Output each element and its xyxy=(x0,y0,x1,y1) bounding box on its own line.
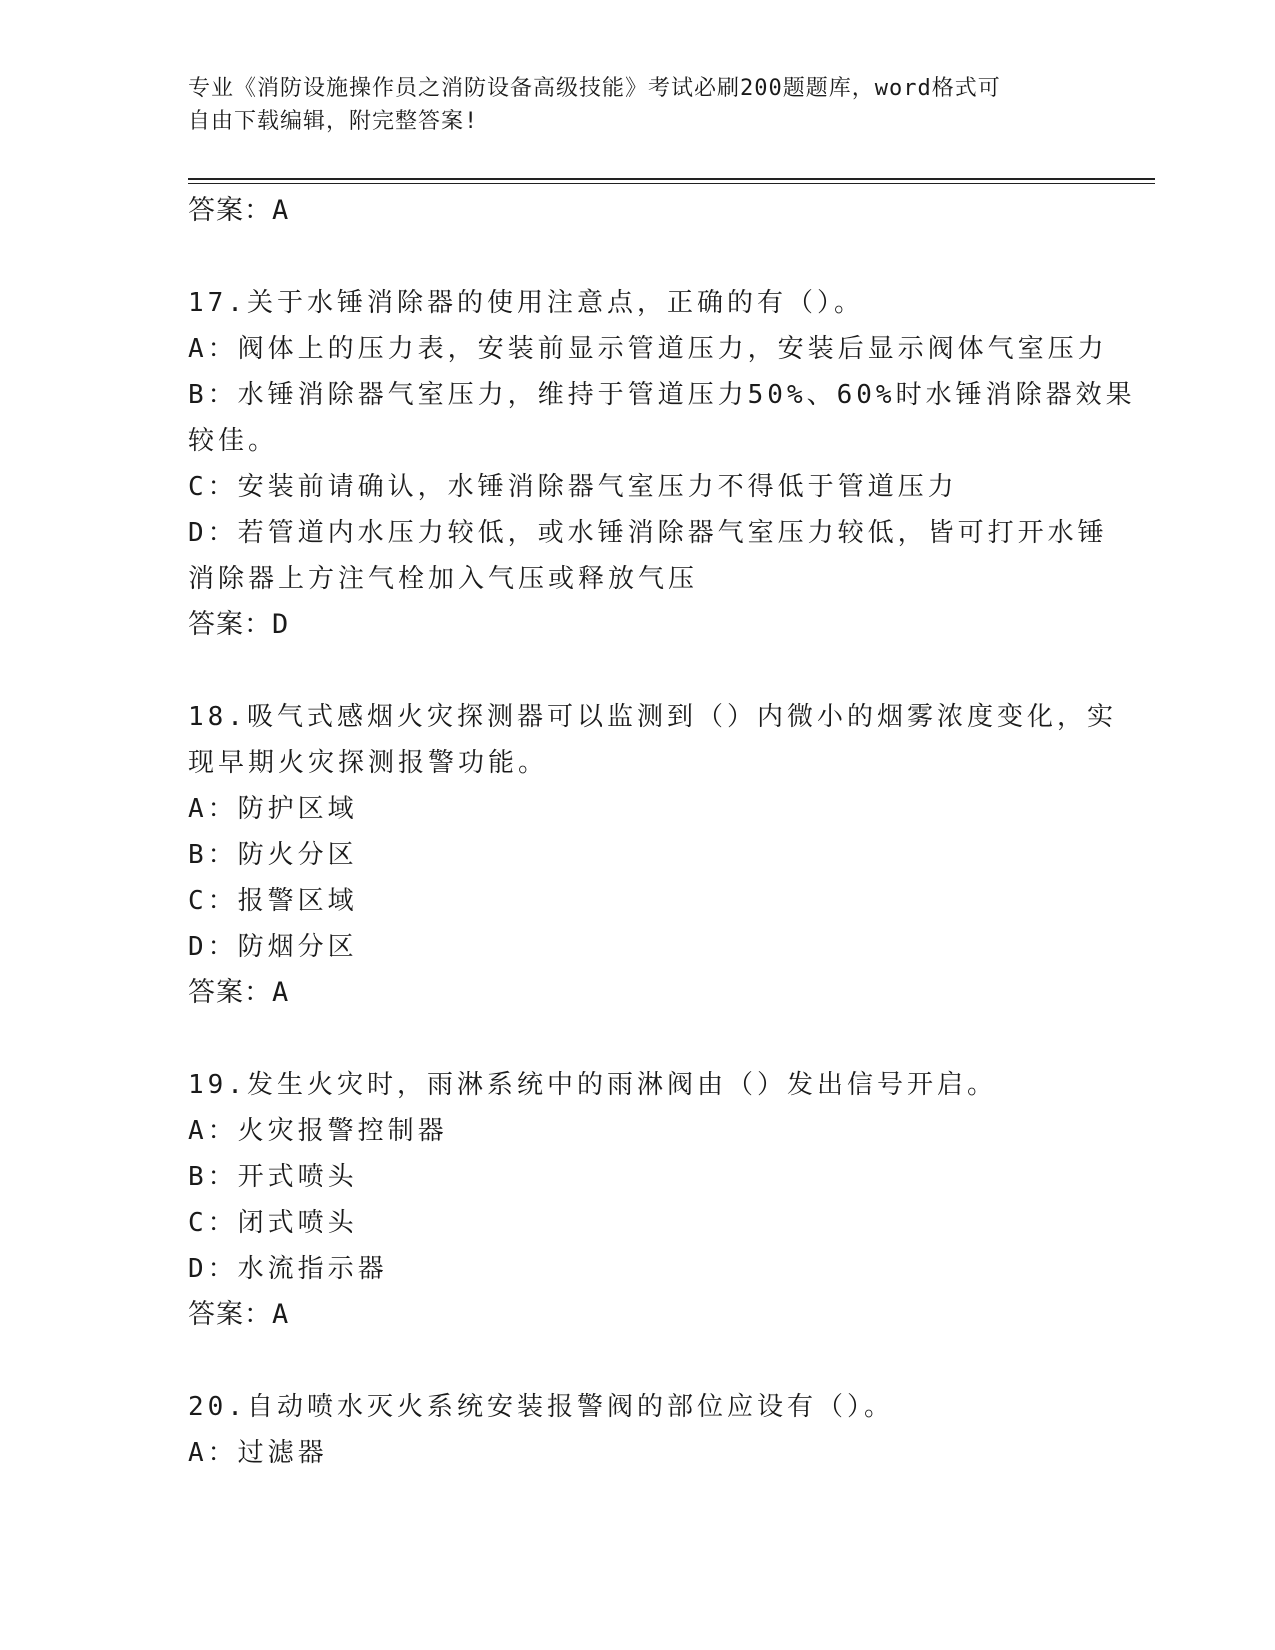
question-stem-continued: 现早期火灾探测报警功能。 xyxy=(188,748,549,778)
question-gap xyxy=(188,648,1088,694)
question-stem: 20.自动喷水灭火系统安装报警阀的部位应设有（）。 xyxy=(188,1392,894,1422)
answer-text: 答案：D xyxy=(188,609,290,640)
header-rule-thin xyxy=(188,183,1155,184)
question-list xyxy=(188,188,1136,1476)
answer-text: 答案：A xyxy=(188,977,290,1008)
question-stem: 17.关于水锤消除器的使用注意点，正确的有（）。 xyxy=(188,288,864,318)
header-rule-thick xyxy=(188,178,1155,180)
question-block xyxy=(188,1062,1088,1338)
option-d: D：防烟分区 xyxy=(188,932,358,962)
option-a: A：阀体上的压力表，安装前显示管道压力，安装后显示阀体气室压力 xyxy=(188,334,1108,364)
page-header xyxy=(188,72,1068,138)
option-b: B：水锤消除器气室压力，维持于管道压力50%、60%时水锤消除器效果 xyxy=(188,380,1136,410)
option-d: D：水流指示器 xyxy=(188,1254,388,1284)
question-block xyxy=(188,1384,1088,1476)
option-b: B：防火分区 xyxy=(188,840,358,870)
option-c: C：安装前请确认，水锤消除器气室压力不得低于管道压力 xyxy=(188,472,958,502)
question-gap xyxy=(188,1016,1088,1062)
option-c: C：闭式喷头 xyxy=(188,1208,358,1238)
option-b-continued: 较佳。 xyxy=(188,426,279,456)
question-stem: 19.发生火灾时，雨淋系统中的雨淋阀由（）发出信号开启。 xyxy=(188,1070,997,1100)
option-d-continued: 消除器上方注气栓加入气压或释放气压 xyxy=(188,564,699,594)
option-a: A：火灾报警控制器 xyxy=(188,1116,448,1146)
header-line-1: 专业《消防设施操作员之消防设备高级技能》考试必刷200题题库，word格式可 xyxy=(188,76,1001,101)
question-block xyxy=(188,280,1136,648)
answer-text: 答案：A xyxy=(188,195,290,226)
header-line-2: 自由下载编辑，附完整答案! xyxy=(188,109,479,134)
option-a: A：防护区域 xyxy=(188,794,358,824)
question-gap xyxy=(188,1338,1088,1384)
option-a: A：过滤器 xyxy=(188,1438,328,1468)
question-block xyxy=(188,694,1117,1016)
option-d: D：若管道内水压力较低，或水锤消除器气室压力较低，皆可打开水锤 xyxy=(188,518,1108,548)
question-gap xyxy=(188,234,1088,280)
option-c: C：报警区域 xyxy=(188,886,358,916)
question-stem: 18.吸气式感烟火灾探测器可以监测到（）内微小的烟雾浓度变化，实 xyxy=(188,702,1117,732)
option-b: B：开式喷头 xyxy=(188,1162,358,1192)
answer-text: 答案：A xyxy=(188,1299,290,1330)
